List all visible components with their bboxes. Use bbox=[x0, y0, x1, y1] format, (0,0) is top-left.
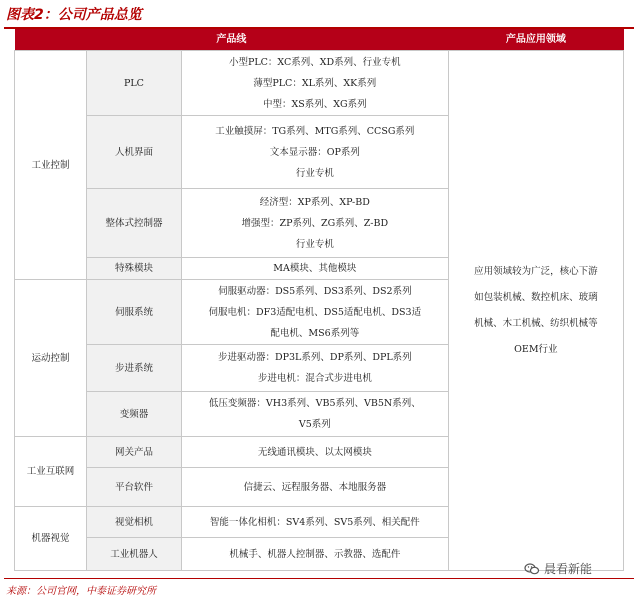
products-stepper bbox=[181, 345, 448, 392]
product-line: 经济型：XP系列、XP-BD bbox=[259, 196, 370, 208]
products-platform-software bbox=[181, 468, 448, 507]
subcategory-inverter: 变频器 bbox=[87, 392, 182, 437]
subcategory-servo: 伺服系统 bbox=[87, 280, 182, 345]
subcategory-hmi: 人机界面 bbox=[87, 116, 182, 189]
watermark-text: 晨看新能 bbox=[544, 562, 593, 576]
footer-divider bbox=[4, 578, 634, 579]
products-vision-camera bbox=[181, 507, 448, 538]
product-line: 低压变频器：VH3系列、VB5系列、VB5N系列、 bbox=[208, 398, 421, 409]
figure-title: 图表2：公司产品总览 bbox=[6, 7, 142, 23]
product-line: 行业专机 bbox=[295, 167, 334, 179]
product-line: 配电机、MS6系列等 bbox=[270, 327, 360, 339]
product-line: 信捷云、远程服务器、本地服务器 bbox=[243, 481, 387, 493]
source-note: 来源：公司官网，中泰证券研究所 bbox=[6, 586, 156, 597]
application-field bbox=[448, 51, 623, 571]
product-line: 行业专机 bbox=[295, 238, 334, 250]
category-industrial-control: 工业控制 bbox=[15, 51, 87, 280]
product-line: 增强型：ZP系列、ZG系列、Z-BD bbox=[241, 217, 389, 229]
header-products: 产品线 bbox=[15, 29, 449, 51]
subcategory-gateway: 网关产品 bbox=[87, 437, 182, 468]
product-line: 无线通讯模块、以太网模块 bbox=[257, 446, 372, 458]
product-line: 工业触摸屏：TG系列、MTG系列、CCSG系列 bbox=[215, 125, 415, 137]
application-line: OEM行业 bbox=[514, 343, 558, 355]
subcategory-stepper: 步进系统 bbox=[87, 345, 182, 392]
header-application: 产品应用领域 bbox=[448, 29, 623, 51]
products-servo bbox=[181, 280, 448, 345]
product-line: 机械手、机器人控制器、示教器、选配件 bbox=[229, 548, 401, 560]
subcategory-vision-camera: 视觉相机 bbox=[87, 507, 182, 538]
header-row bbox=[15, 29, 624, 51]
application-line: 如包装机械、数控机床、玻璃 bbox=[474, 291, 598, 303]
subcategory-platform-software: 平台软件 bbox=[87, 468, 182, 507]
category-machine-vision: 机器视觉 bbox=[15, 507, 87, 571]
products-plc bbox=[181, 51, 448, 116]
watermark bbox=[524, 560, 592, 577]
product-line: 智能一体化相机：SV4系列、SV5系列、相关配件 bbox=[209, 516, 420, 528]
wechat-icon bbox=[524, 561, 540, 577]
subcategory-industrial-robot: 工业机器人 bbox=[87, 538, 182, 571]
product-line: 小型PLC：XC系列、XD系列、行业专机 bbox=[228, 56, 401, 68]
product-table bbox=[14, 29, 624, 571]
subcategory-plc: PLC bbox=[87, 51, 182, 116]
product-line: V5系列 bbox=[298, 419, 331, 430]
table-row bbox=[15, 51, 624, 116]
category-motion-control: 运动控制 bbox=[15, 280, 87, 437]
product-line: 伺服电机：DF3适配电机、DS5适配电机、DS3适 bbox=[208, 306, 422, 318]
products-hmi bbox=[181, 116, 448, 189]
products-inverter bbox=[181, 392, 448, 437]
application-line: 机械、木工机械、纺织机械等 bbox=[474, 317, 598, 329]
product-line: 文本显示器：OP系列 bbox=[269, 146, 360, 158]
products-special-module bbox=[181, 258, 448, 280]
category-industrial-internet: 工业互联网 bbox=[15, 437, 87, 507]
products-integrated-controller bbox=[181, 189, 448, 258]
products-industrial-robot bbox=[181, 538, 448, 571]
product-line: 步进驱动器：DP3L系列、DP系列、DPL系列 bbox=[217, 352, 412, 363]
products-gateway bbox=[181, 437, 448, 468]
product-line: MA模块、其他模块 bbox=[273, 263, 357, 274]
product-line: 薄型PLC：XL系列、XK系列 bbox=[253, 77, 377, 89]
subcategory-special-module: 特殊模块 bbox=[87, 258, 182, 280]
product-line: 步进电机：混合式步进电机 bbox=[257, 373, 372, 384]
subcategory-integrated-controller: 整体式控制器 bbox=[87, 189, 182, 258]
application-line: 应用领域较为广泛，核心下游 bbox=[474, 265, 598, 277]
product-line: 伺服驱动器：DS5系列、DS3系列、DS2系列 bbox=[218, 285, 412, 297]
product-line: 中型：XS系列、XG系列 bbox=[263, 98, 367, 110]
